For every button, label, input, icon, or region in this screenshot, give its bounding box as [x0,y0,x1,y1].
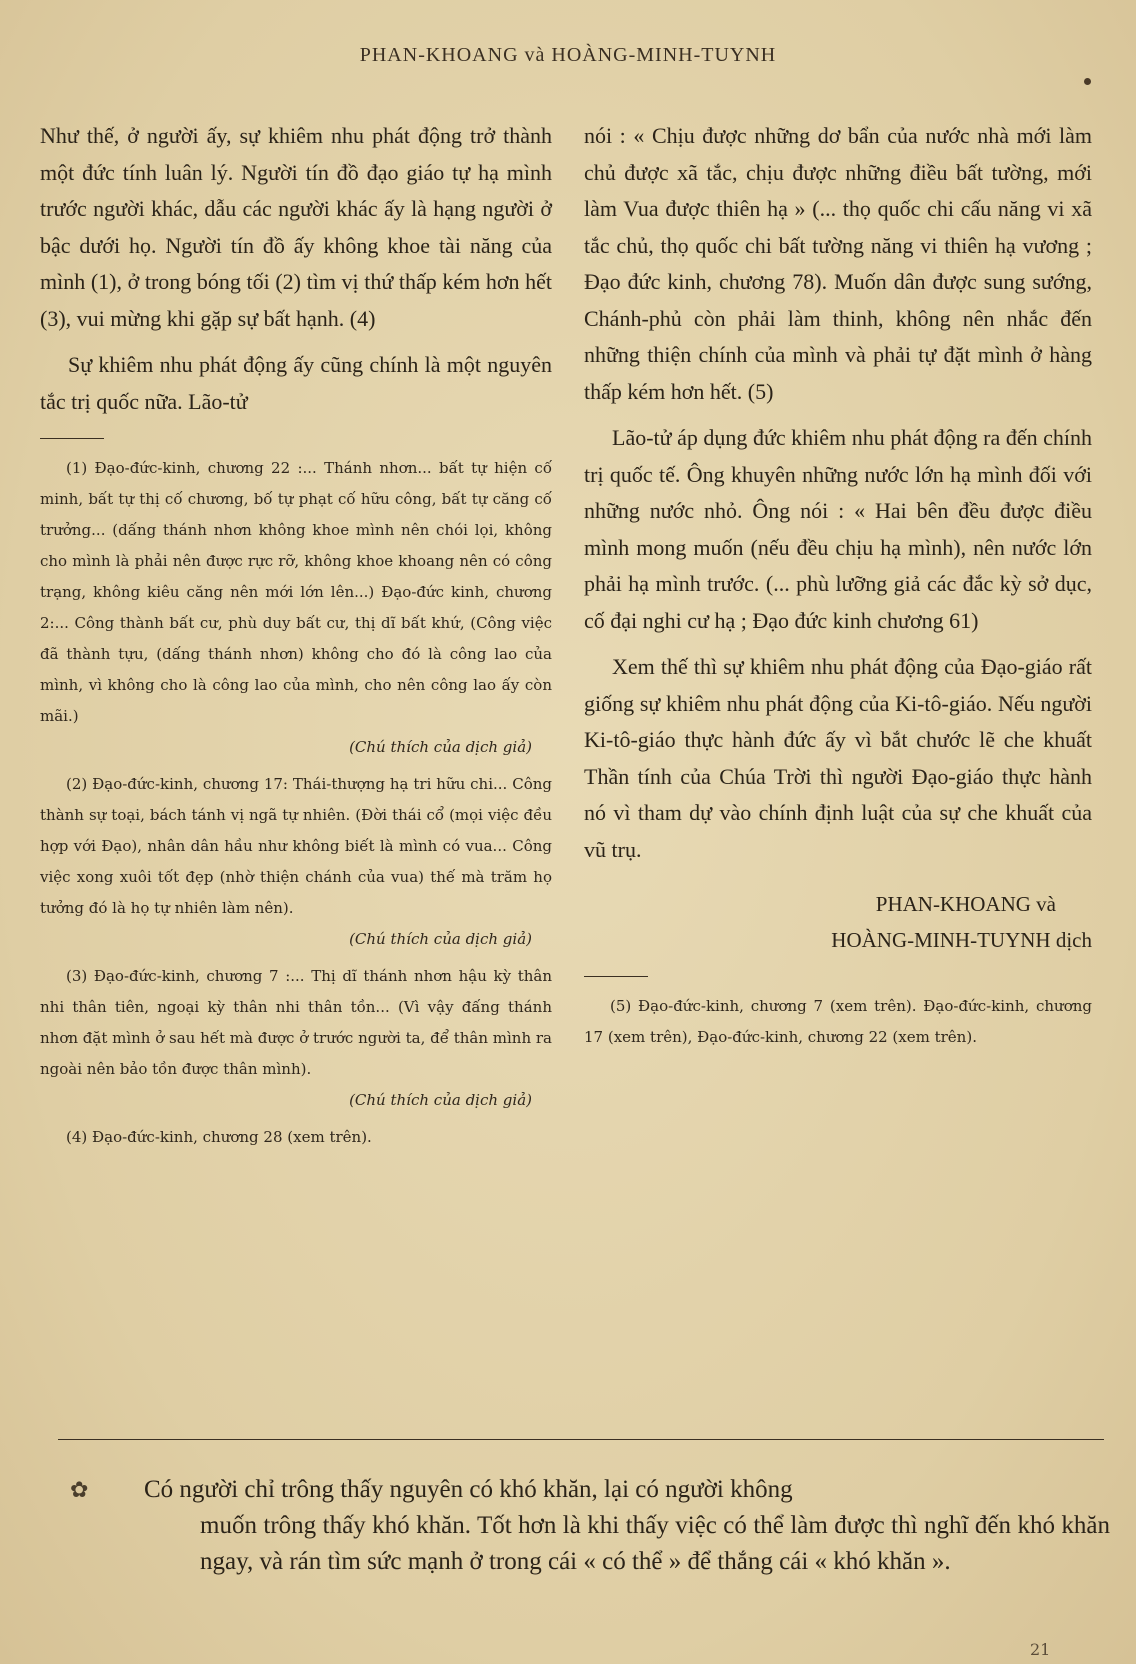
footnote-rule [40,438,104,439]
footnote-rule-right [584,976,648,977]
footnote-2-credit: (Chú thích của dịch giả) [349,930,532,948]
footnote-1 [40,453,552,763]
signature-line-2: HOÀNG-MINH-TUYNH dịch [831,928,1092,952]
quote-continuation: muốn trông thấy khó khăn. Tốt hơn là khi thấy việc có thể làm được thì nghĩ đến khó khăn ngay, và rán tìm sức mạnh ở trong cái « có thể » để thắng cái « khó khăn ». [200,1512,1110,1575]
left-column [40,118,552,1159]
footnote-2 [40,769,552,955]
right-paragraph-1: nói : « Chịu được những dơ bẩn của nước nhà mới làm chủ được xã tắc, chịu được những điều bất tường, mới làm Vua được thiên hạ » (... thọ quốc chi cấu năng vi xã tắc chủ, thọ quốc chi bất tường năng vi thiên hạ vương ; Đạo đức kinh, chương 78). Muốn dân được sung sướng, Chánh-phủ còn phải làm thinh, không nên nhắc đến những thiện chính của mình và phải tự đặt mình ở hàng thấp kém hơn hết. (5) [584,123,1092,404]
bottom-quote [120,1472,1110,1580]
footnote-4: (4) Đạo-đức-kinh, chương 28 (xem trên). [66,1128,372,1146]
quote-line-1: Có người chỉ trông thấy nguyên có khó khăn, lại có người không [144,1476,793,1503]
ink-dot [1084,78,1091,85]
running-title: PHAN-KHOANG và HOÀNG-MINH-TUYNH [359,44,777,66]
right-paragraph-3: Xem thế thì sự khiêm nhu phát động của Đạo-giáo rất giống sự khiêm nhu phát động của Ki-tô-giáo. Nếu người Ki-tô-giáo thực hành đức ấy vì bắt chước lẽ che khuất Thần tính của Chúa Trời thì người Đạo-giáo thực hành nó vì tham dự vào chính định luật của sự che khuất của vũ trụ. [584,654,1092,862]
footnote-3 [40,961,552,1116]
footnote-1-text: (1) Đạo-đức-kinh, chương 22 :... Thánh nhơn... bất tự hiện cố minh, bất tự thị cố chương, bố tự phạt cố hữu công, bất tự căng cố trưởng... (dấng thánh nhơn không khoe mình nên chói lọi, không cho mình là phải nên được rực rỡ, không khoe khoang nên có công trạng, không kiêu căng nên mới lớn lên...) Đạo-đức kinh, chương 2:... Công thành bất cư, phù duy bất cư, thị dĩ bất khứ, (Công việc đã thành tựu, (dấng thánh nhơn) không cho đó là công lao của mình, vì không cho là công lao của mình, cho nên công lao ấy còn mãi.) [40,459,552,725]
translator-signature [584,886,1092,958]
right-paragraph-2: Lão-tử áp dụng đức khiêm nhu phát động ra đến chính trị quốc tế. Ông khuyên những nước lớn hạ mình đối với những nước nhỏ. Ông nói : « Hai bên đều được điều mình mong muốn (nếu đều chịu hạ mình), nên nước lớn phải hạ mình trước. (... phù lưỡng giả các đắc kỳ sở dục, cố đại nghi cư hạ ; Đạo đức kinh chương 61) [584,425,1092,633]
footnote-3-text: (3) Đạo-đức-kinh, chương 7 :... Thị dĩ thánh nhơn hậu kỳ thân nhi thân tiên, ngoại kỳ thân nhi thân tồn... (Vì vậy đấng thánh nhơn đặt mình ở sau hết mà được ở trước người ta, để thân mình ra ngoài nên bảo tồn được thân mình). [40,967,552,1078]
signature-line-1: PHAN-KHOANG và [875,892,1056,916]
footnote-3-credit: (Chú thích của dịch giả) [349,1091,532,1109]
footnote-2-text: (2) Đạo-đức-kinh, chương 17: Thái-thượng hạ tri hữu chi... Công thành sự toại, bách tánh vị ngã tự nhiên. (Đời thái cổ (mọi việc đều hợp với Đạo), nhân dân hầu như không biết là mình có vua... Công việc xong xuôi tốt đẹp (nhờ thiện chánh của vua) thế mà trăm họ tưởng đó là họ tự nhiên làm nên). [40,775,552,917]
footnote-1-credit: (Chú thích của dịch giả) [349,738,532,756]
left-paragraph-1: Như thế, ở người ấy, sự khiêm nhu phát động trở thành một đức tính luân lý. Người tín đồ đạo giáo tự hạ mình trước người khác, dẫu các người khác ấy là hạng người ở bậc dưới họ. Người tín đồ ấy không khoe tài năng của mình (1), ở trong bóng tối (2) tìm vị thứ thấp kém hơn hết (3), vui mừng khi gặp sự bất hạnh. (4) [40,123,552,331]
right-column [584,118,1092,1059]
flower-ornament-icon: ✿ [70,1478,89,1503]
footnote-5: (5) Đạo-đức-kinh, chương 7 (xem trên). Đạo-đức-kinh, chương 17 (xem trên), Đạo-đức-kinh, chương 22 (xem trên). [584,997,1092,1046]
section-divider [58,1439,1104,1440]
page-number: 21 [1030,1640,1051,1659]
left-paragraph-2: Sự khiêm nhu phát động ấy cũng chính là một nguyên tắc trị quốc nữa. Lão-tử [40,352,552,414]
